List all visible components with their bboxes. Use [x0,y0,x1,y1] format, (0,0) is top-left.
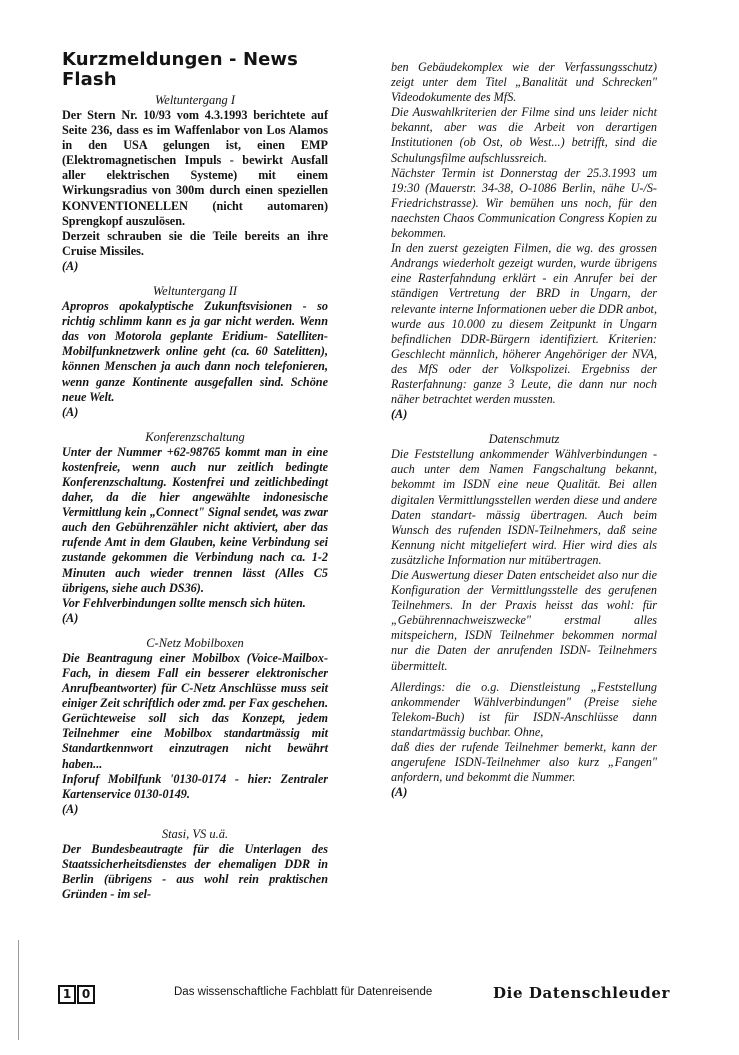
paragraph: Allerdings: die o.g. Dienstleistung „Feststellung ankommender Wählverbindungen" (Preise siehe Telekom-Buch) ist für ISDN-Anschlüsse dann standartmässig buchbar. Ohne, [391,679,657,739]
section-title-weltuntergang-1: Weltuntergang I [155,93,235,107]
footer-tagline: Das wissenschaftliche Fachblatt für Datenreisende [174,986,433,998]
left-column [62,50,328,902]
section-title-c-netz-mobilboxen: C-Netz Mobilboxen [146,635,244,650]
right-column [391,60,657,810]
page-title: Kurzmeldungen - News Flash [62,49,298,90]
author-signature: (A) [391,407,408,422]
section-title-konferenzschaltung: Konferenzschaltung [145,429,245,444]
paragraph: Apropros apokalyptische Zukunftsvisionen - so richtig schlimm kann es ja gar nicht werden. Wenn das von Motorola geplante Eridium- Satelliten-Mobilfunknetzwerk online geht (ca. 60 Satelitten), können Menschen ja auch dann noch telefonieren, wenn ganze Kontinente ausgefallen sind. Schöne neue Welt. [62,299,328,404]
section-title-stasi: Stasi, VS u.ä. [161,826,229,841]
author-signature: (A) [62,801,79,816]
paragraph: Der Bundesbeautragte für die Unterlagen des Staatssicherheitsdienstes der ehemaligen DDR in Berlin (übrigens - aus wohl rein praktischen Gründen - im sel- [62,841,328,902]
paragraph: ben Gebäudekomplex wie der Verfassungsschutz) zeigt unter dem Titel „Banalität und Schrecken" Videodokumente des MfS. [391,60,657,105]
paragraph: Der Stern Nr. 10/93 vom 4.3.1993 berichtete auf Seite 236, dass es im Waffenlabor von Los Alamos in den USA gelungen ist, einen EMP (Elektromagnetischen Impuls - bewirkt Ausfall aller elektrischen Systeme) mit einem Wirkungsradius von 300m durch einen speziellen KONVENTIONELLEN (nicht automaren) Sprengkopf auszulösen. [62,108,328,228]
paragraph: Die Beantragung einer Mobilbox (Voice-Mailbox-Fach, in diesem Fall ein besserer elektronischer Anrufbeantworter) für C-Netz Anschlüsse muss seit einiger Zeit schriftlich oder zmd. per Fax geschehen. Gerüchteweise soll sich das Konzept, jedem Teilnehmer eine Mobilbox standartmässig mit Standartkennwort einzutragen nicht bewährt haben... [62,650,328,771]
author-signature: (A) [62,258,79,273]
page-footer [58,984,670,1004]
margin-rule [18,940,19,1040]
paragraph: In den zuerst gezeigten Filmen, die wg. des grossen Andrangs wiederholt gezeigt wurden, wurde übrigens eine Rasterfahndung erklärt - ein Anrufer bei der ständigen Vertretung der BRD in Ungarn, der relevante interne Informationen ueber die DDR anbot, wurde aus 10.000 zu diesem Zeitpunkt in Ungarn befindlichen DDR-Bürgern identifiziert. Kriterien: Geschlecht männlich, höherer Angehöriger der NVA, des MfS oder der Volkspolizei. Ergebniss der Rasterfahnung: ganze 3 Leute, die dann nur noch näher betrachtet werden mussten. [391,241,657,407]
paragraph: daß dies der rufende Teilnehmer bemerkt, kann der angerufene ISDN-Teilnehmer also kurz „Fangen" anfordern, und bekommt die Nummer. [391,740,657,785]
page-number [58,985,95,1004]
paragraph: Derzeit schrauben sie die Teile bereits an ihre Cruise Missiles. [62,228,328,258]
author-signature: (A) [62,610,79,625]
publication-logo: Die Datenschleuder [493,984,670,1002]
paragraph: Nächster Termin ist Donnerstag der 25.3.1993 um 19:30 (Mauerstr. 34-38, O-1086 Berlin, nähe U-/S-Friedrichstrasse). Wir bemühen uns noch, für den naechsten Chaos Communication Congress Kopien zu bekommen. [391,165,657,241]
section-title-weltuntergang-2: Weltuntergang II [152,284,238,299]
page-number-digit: 0 [77,985,95,1004]
author-signature: (A) [391,785,408,800]
paragraph: Inforuf Mobilfunk '0130-0174 - hier: Zentraler Kartenservice 0130-0149. [62,771,328,801]
paragraph: Vor Fehlverbindungen sollte mensch sich hüten. [62,595,306,610]
paragraph: Die Auswertung dieser Daten entscheidet also nur die Konfiguration der Vermittlungsstelle des gerufenen Teilnehmers. In der Praxis heisst das wohl: für „Gebührennachweiszwecke" erstmal alles mitspeichern, ISDN Teilnehmer bekommen normal nur die Daten der anrufenden ISDN- Teilnehmers übermittelt. [391,568,657,673]
paragraph: Die Feststellung ankommender Wählverbindungen - auch unter dem Namen Fangschaltung bekannt, bekommt im ISDN eine neue Qualität. Bei allen digitalen Vermittlungsstellen werden diese und andere Daten standart- mässig übertragen. Auch beim Wunsch des rufenden ISDN-Teilnehmers, daß seine Kennung nicht mitgeliefert wird. Hier wird dies als zusätzliche Information nur mitübertragen. [391,447,657,567]
paragraph: Die Auswahlkriterien der Filme sind uns leider nicht bekannt, aber was die Arbeit von derartigen Institutionen (ob Ost, ob West...) betrifft, sind die Schulungsfilme aufschlussreich. [391,105,657,165]
section-title-datenschmutz: Datenschmutz [488,432,560,447]
author-signature: (A) [62,404,79,419]
paragraph: Unter der Nummer +62-98765 kommt man in eine kostenfreie, wenn auch nur zeitlich bedingte Konferenzschaltung. Kostenfrei und zeitlichbedingt daher, da die hier angewählte indonesische Vermittlung kein „Connect" Signal sendet, was zwar auch den Gebührenzähler nicht aktiviert, aber das rufende Amt in dem Glauben, keine Verbindung sei zustande gekommen die Verbindung nach ca. 1-2 Minuten auch wieder trennen lässt (Alles C5 übrigens, siehe auch DS36). [62,444,328,595]
page-number-digit: 1 [58,985,76,1004]
